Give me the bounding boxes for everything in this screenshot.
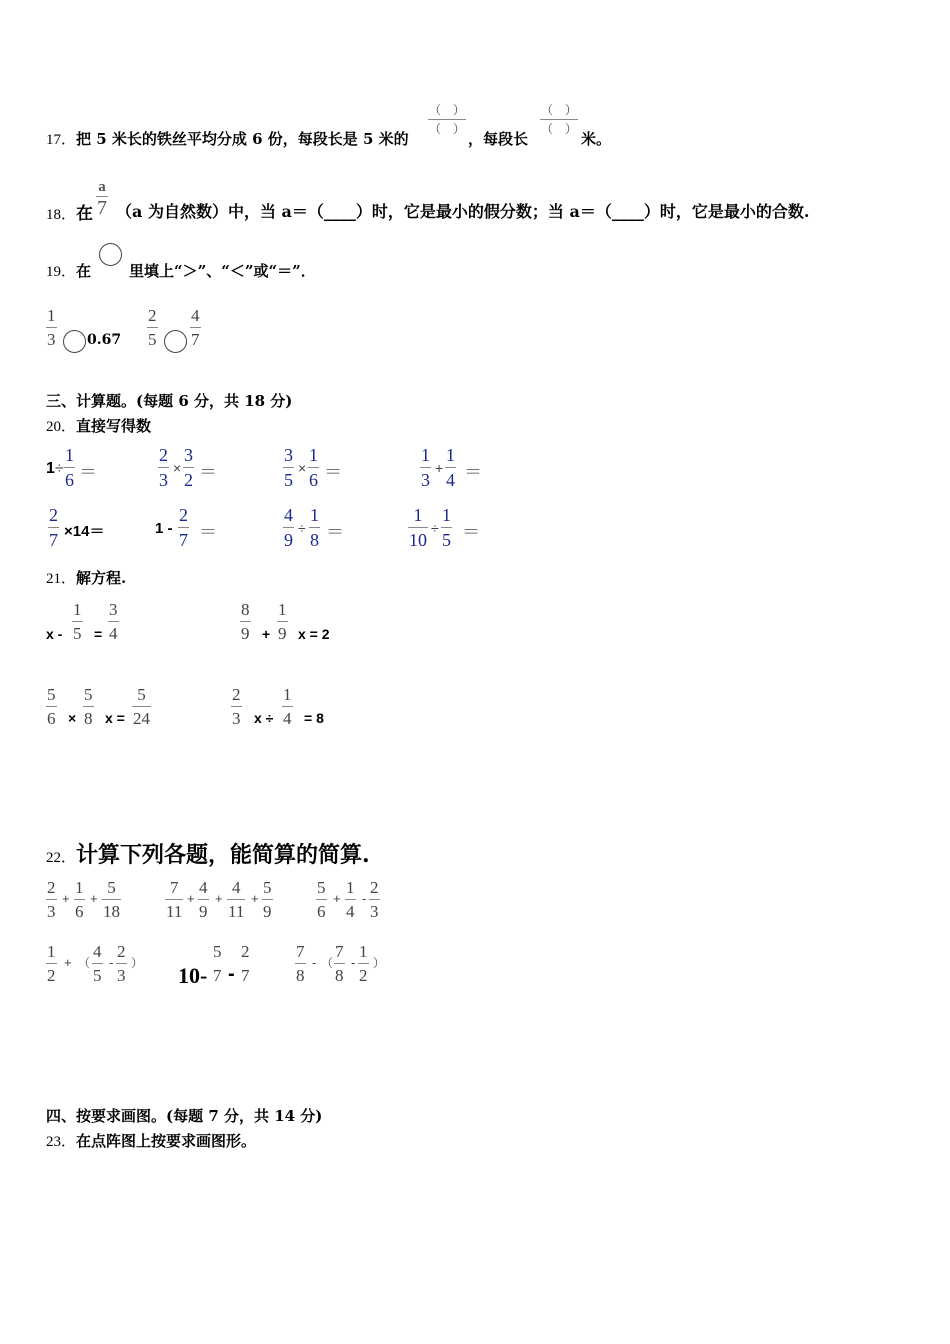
- q22-e-f1: 5 7: [213, 942, 222, 985]
- q18: 18．在: [46, 204, 94, 224]
- q20-c-fraction-1: 3 5: [284, 445, 293, 490]
- q19-number: 19．: [46, 264, 77, 280]
- q22-c-f2: 1 4: [346, 878, 355, 921]
- q19-item2-fraction-b: 4 7: [191, 306, 200, 349]
- q18-text: （a 为自然数）中，当 a＝（____）时，它是最小的假分数；当 a＝（____）时，它是最小的合数.: [116, 202, 810, 221]
- q22-b-f2: 4 9: [199, 878, 208, 921]
- q19-item2-fraction-a: 2 5: [148, 306, 157, 349]
- q20-d-fraction-2: 1 4: [446, 445, 455, 490]
- q20-b-fraction-2: 3 2: [184, 445, 193, 490]
- q20: 20．直接写得数: [46, 417, 152, 435]
- q21-d-fraction-1: 2 3: [232, 685, 241, 728]
- q17-fraction-2: （ ） （ ）: [541, 103, 578, 136]
- q21-b-fraction-1: 8 9: [241, 600, 250, 643]
- q20-f-fraction: 2 7: [179, 505, 188, 550]
- q22-b-f3: 4 11: [228, 878, 245, 921]
- circle-icon: [99, 243, 122, 266]
- q19-text: 里填上“＞”、“＜”或“＝”．: [129, 262, 316, 280]
- q17-text-a: 把 5 米长的铁丝平均分成 6 份，每段长是 5 米的: [76, 130, 409, 148]
- q22-d-f2: 4 5: [93, 942, 102, 985]
- q21-c-fraction-2: 5 8: [84, 685, 93, 728]
- q18-number: 18．: [46, 207, 77, 223]
- q19-item1-fraction: 1 3: [47, 306, 56, 349]
- q20-a-fraction: 1 6: [65, 445, 74, 490]
- q21-a-fraction-1: 1 5: [73, 600, 82, 643]
- q22-a-f3: 5 18: [103, 878, 120, 921]
- q21-d-fraction-2: 1 4: [283, 685, 292, 728]
- q22-b-f1: 7 11: [166, 878, 183, 921]
- q19-item1-value: 0.67: [87, 332, 122, 348]
- q22-b-f4: 5 9: [263, 878, 272, 921]
- q22-f-f1: 7 8: [296, 942, 305, 985]
- compare-circle-2[interactable]: [164, 330, 187, 353]
- q22-f-f3: 1 2: [359, 942, 368, 985]
- q22-f-f2: 7 8: [335, 942, 344, 985]
- q20-b-fraction-1: 2 3: [159, 445, 168, 490]
- q21-c-fraction-3: 5 24: [133, 685, 150, 728]
- q22-a-f1: 2 3: [47, 878, 56, 921]
- q20-d-fraction-1: 1 3: [421, 445, 430, 490]
- q22-c-f1: 5 6: [317, 878, 326, 921]
- q17-text-c: 米。: [581, 130, 612, 148]
- compare-circle-1[interactable]: [63, 330, 86, 353]
- q20-g-fraction-2: 1 8: [310, 505, 319, 550]
- q21: 21．解方程.: [46, 569, 127, 587]
- q21-a-fraction-2: 3 4: [109, 600, 118, 643]
- q22-a-f2: 1 6: [75, 878, 84, 921]
- section4-title: 四、按要求画图。(每题 7 分，共 14 分): [46, 1107, 323, 1125]
- q22-d-f1: 1 2: [47, 942, 56, 985]
- q22-d-f3: 2 3: [117, 942, 126, 985]
- q22-c-f3: 2 3: [370, 878, 379, 921]
- q22: 22．计算下列各题，能简算的简算.: [46, 842, 370, 868]
- q20-g-fraction-1: 4 9: [284, 505, 293, 550]
- q20-e-fraction: 2 7: [49, 505, 58, 550]
- q23: 23．在点阵图上按要求画图形。: [46, 1132, 257, 1150]
- q22-e-f2: 2 7: [241, 942, 250, 985]
- q19: 19．在: [46, 262, 92, 280]
- q17: [46, 128, 409, 149]
- section3-title: 三、计算题。(每题 6 分，共 18 分): [46, 392, 293, 410]
- q21-c-fraction-1: 5 6: [47, 685, 56, 728]
- q20-c-fraction-2: 1 6: [309, 445, 318, 490]
- q17-fraction-1: （ ） （ ）: [429, 103, 466, 136]
- q18-fraction: a 7: [97, 179, 107, 219]
- q17-number: 17．: [46, 132, 77, 148]
- q17-text-b: ，每段长: [468, 130, 529, 148]
- q21-b-fraction-2: 1 9: [278, 600, 287, 643]
- q20-h-fraction-2: 1 5: [442, 505, 451, 550]
- q20-h-fraction-1: 1 10: [409, 505, 427, 550]
